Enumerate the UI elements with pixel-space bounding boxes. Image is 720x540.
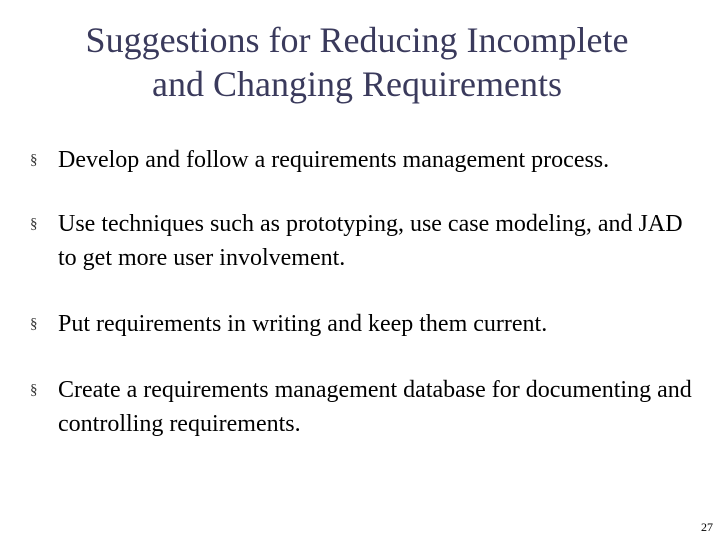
slide-title xyxy=(0,18,714,106)
bullet-item xyxy=(28,307,698,341)
bullet-text: Create a requirements management database for documenting and controlling requirements. xyxy=(58,377,692,437)
slide-title-line-1: Suggestions for Reducing Incomplete xyxy=(85,20,629,60)
bullet-item xyxy=(28,143,698,177)
bullet-list xyxy=(28,143,698,441)
section-sign-icon: § xyxy=(30,216,38,232)
slide-title-line-2: and Changing Requirements xyxy=(152,64,562,104)
bullet-text: Develop and follow a requirements management process. xyxy=(58,147,610,173)
section-sign-icon: § xyxy=(30,152,38,168)
bullet-text: Use techniques such as prototyping, use case modeling, and JAD to get more user involvement. xyxy=(58,211,683,271)
bullet-text: Put requirements in writing and keep them current. xyxy=(58,311,548,337)
section-sign-icon: § xyxy=(30,382,38,398)
bullet-item xyxy=(28,207,698,275)
page-number: 27 xyxy=(701,520,713,534)
section-sign-icon: § xyxy=(30,316,38,332)
bullet-item xyxy=(28,373,698,441)
